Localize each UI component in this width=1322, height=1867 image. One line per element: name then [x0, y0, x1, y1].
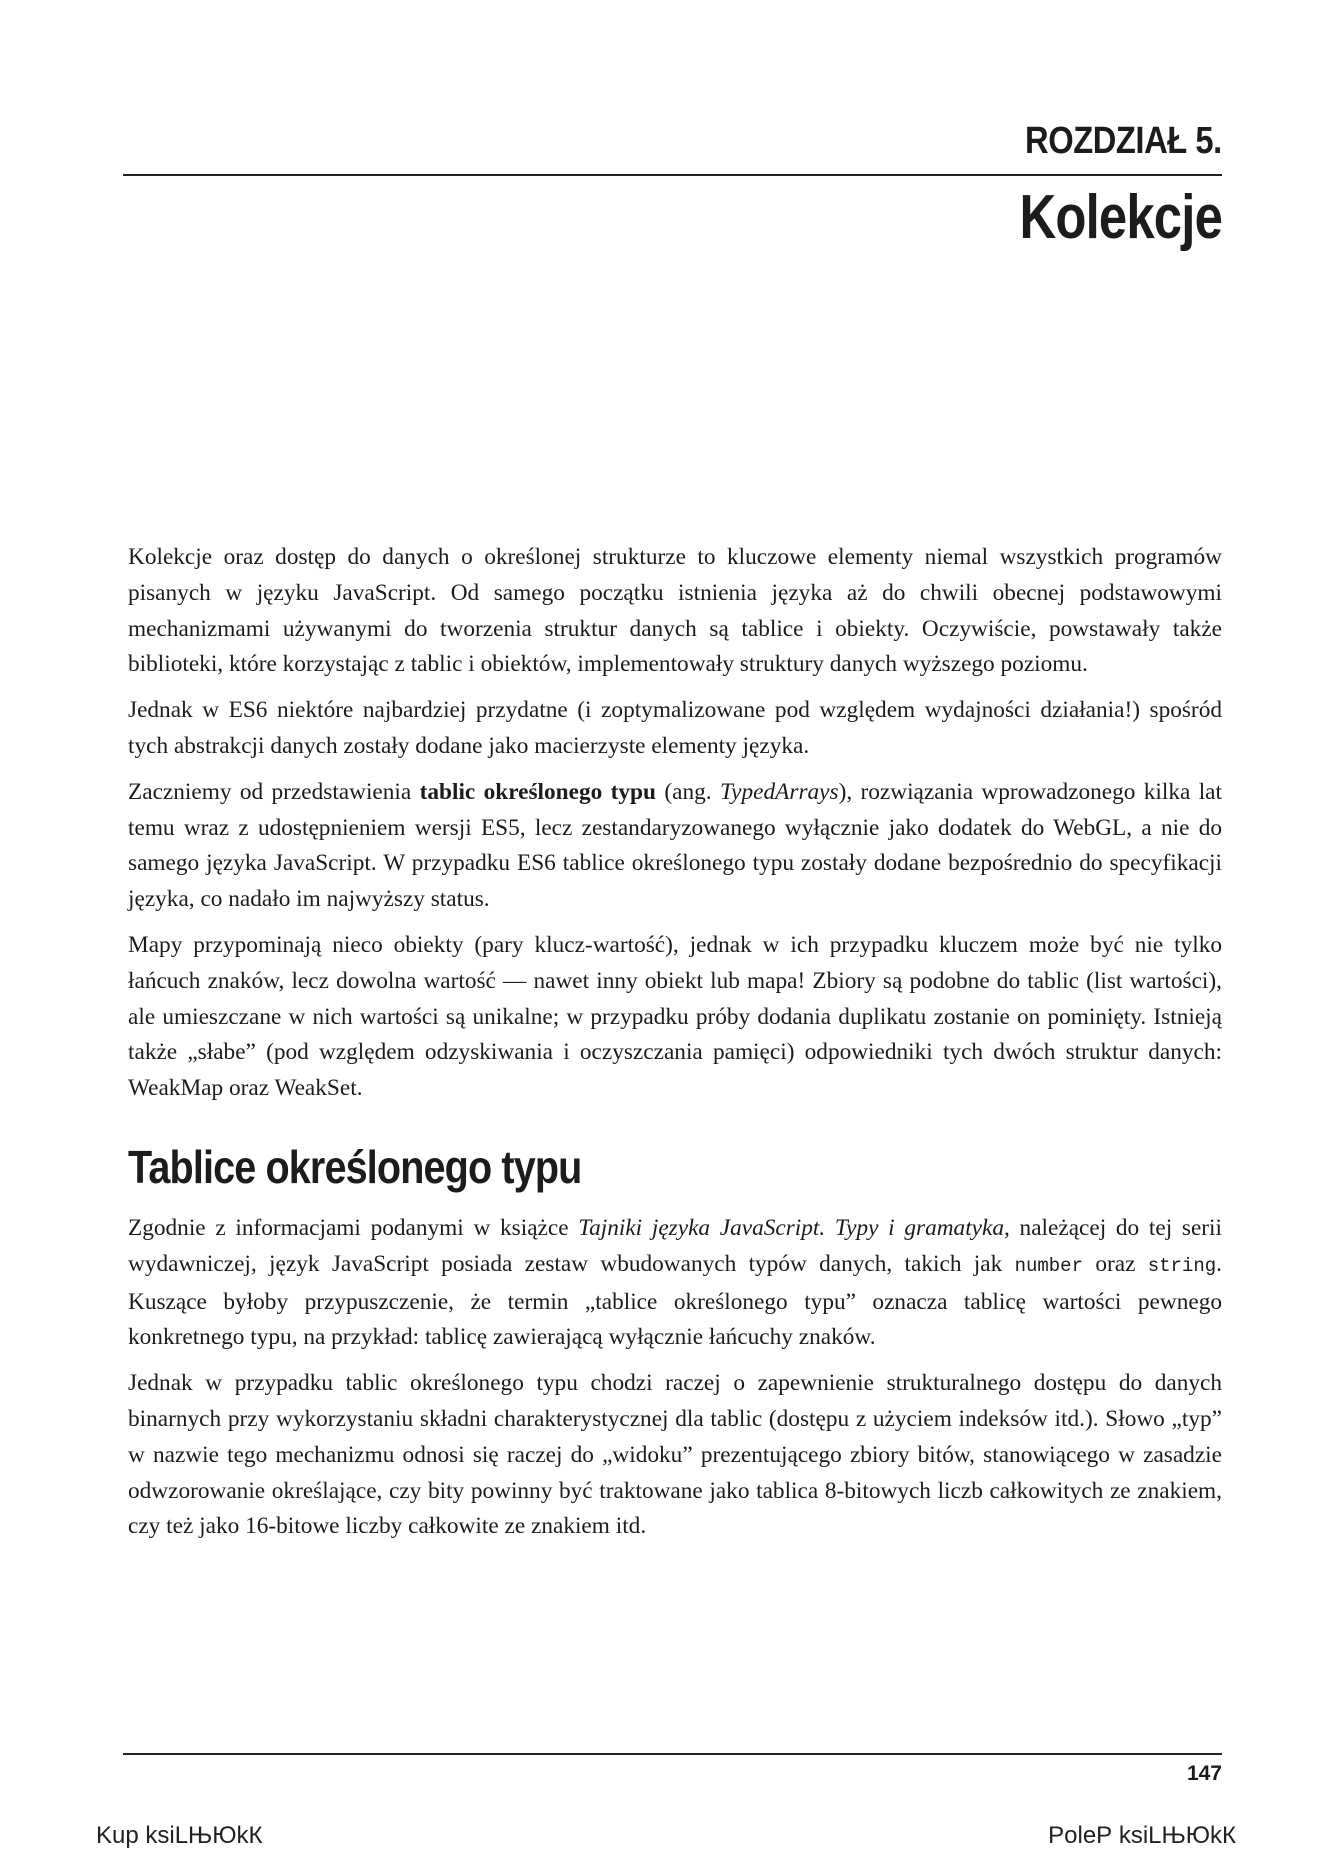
italic-term: TypedArrays — [719, 778, 839, 805]
page-number: 147 — [1186, 1762, 1222, 1785]
footer-rule — [123, 1753, 1222, 1755]
body-text — [128, 540, 1222, 1555]
text-run: (ang. — [655, 778, 720, 805]
text-run: ), rozwiązania wprowadzonego kilka lat temu wraz z udostępnieniem wersji ES5, lecz zestandaryzowanego wyłącznie jako dodatek do WebGL, a nie do samego języka JavaScript. W przypadku ES6 tablice określonego typu zostały dodane bezpośrednio do specyfikacji języka, co nadało im najwyższy status. — [128, 778, 1222, 913]
intro-paragraph-4: Mapy przypominają nieco obiekty (pary klucz-wartość), jednak w ich przypadku kluczem może być nie tylko łańcuch znaków, lecz dowolna wartość — nawet inny obiekt lub mapa! Zbiory są podobne do tablic (list wartości), ale umieszczane w nich wartości są unikalne; w przypadku próby dodania duplikatu zostanie on pominięty. Istnieją także „słabe” (pod względem odzyskiwania i oczyszczania pamięci) odpowiedniki tych dwóch struktur danych: WeakMap oraz WeakSet. — [128, 931, 1222, 1102]
intro-paragraph-3 — [128, 775, 1222, 918]
code-number: number — [1014, 1254, 1083, 1277]
section-paragraph-1 — [128, 1211, 1222, 1356]
chapter-label: ROZDZIAŁ 5. — [1025, 120, 1222, 162]
intro-paragraph-1: Kolekcje oraz dostęp do danych o określonej strukturze to kluczowe elementy niemal wszystkich programów pisanych w języku JavaScript. Od samego początku istnienia języka aż do chwili obecnej podstawowymi mechanizmami używanymi do tworzenia struktur danych są tablice i obiekty. Oczywiście, powstawały także biblioteki, które korzystając z tablic i obiektów, implementowały struktury danych wyższego poziomu. — [128, 544, 1222, 678]
text-run: Zgodnie z informacjami podanymi w książce — [128, 1214, 579, 1241]
text-run: oraz — [1083, 1250, 1148, 1277]
section-heading: Tablice określonego typu — [128, 1140, 582, 1193]
recommend-book-link[interactable]: PoleР ksiLЊЮkК — [1048, 1822, 1236, 1849]
text-run: . Kuszące byłoby przypuszczenie, że termin „tablice określonego typu” oznacza tablicę wartości pewnego konkretnego typu, na przykład: tablicę zawierającą wyłącznie łańcuchy znaków. — [128, 1250, 1222, 1351]
intro-paragraph-2: Jednak w ES6 niektóre najbardziej przydatne (i zoptymalizowane pod względem wydajności działania!) spośród tych abstrakcji danych zostały dodane jako macierzyste elementy języka. — [128, 697, 1222, 759]
text-run: Zaczniemy od przedstawienia — [128, 778, 420, 805]
bold-term: tablic określonego typu — [419, 778, 656, 805]
section-paragraph-2: Jednak w przypadku tablic określonego typu chodzi raczej o zapewnienie strukturalnego dostępu do danych binarnych przy wykorzystaniu składni charakterystycznej dla tablic (dostępu z użyciem indeksów itd.). Słowo „typ” w nazwie tego mechanizmu odnosi się raczej do „widoku” prezentującego zbiory bitów, stanowiącego w zasadzie odwzorowanie określające, czy bity powinny być traktowane jako tablica 8-bitowych liczb całkowitych ze znakiem, czy też jako 16-bitowe liczby całkowite ze znakiem itd. — [128, 1370, 1222, 1540]
code-string: string — [1147, 1254, 1217, 1277]
book-title: Tajniki języka JavaScript. Typy i gramatyka — [578, 1214, 1005, 1241]
text-run: , należącej do tej serii wydawniczej, język JavaScript posiada zestaw wbudowanych typów danych, takich jak — [128, 1214, 1222, 1277]
header-rule — [123, 174, 1222, 176]
buy-book-link[interactable]: Kup ksiLЊЮkК — [96, 1822, 263, 1849]
chapter-title: Kolekcje — [1019, 183, 1222, 252]
